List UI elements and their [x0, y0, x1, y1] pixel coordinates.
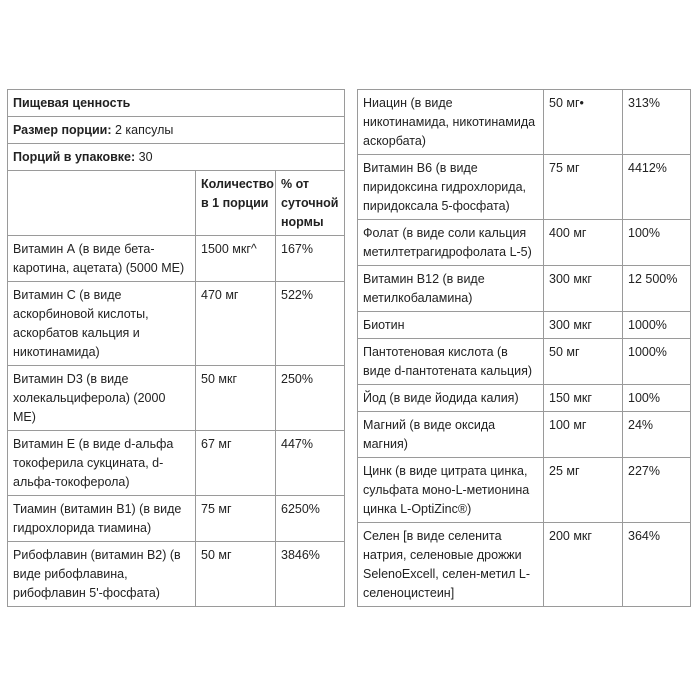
nutrient-amount: 200 мкг	[544, 523, 623, 607]
table-row	[358, 339, 691, 385]
table-row	[358, 155, 691, 220]
nutrient-amount: 25 мг	[544, 458, 623, 523]
column-header-row	[8, 171, 345, 236]
servings-row	[8, 144, 345, 171]
nutrient-amount: 1500 мкг^	[196, 236, 276, 282]
nutrient-percent: 250%	[276, 366, 345, 431]
title-row	[8, 90, 345, 117]
nutrient-amount: 100 мг	[544, 412, 623, 458]
nutrient-percent: 1000%	[623, 312, 691, 339]
table-row	[8, 282, 345, 366]
nutrient-amount: 75 мг	[196, 496, 276, 542]
nutrient-percent: 227%	[623, 458, 691, 523]
nutrient-amount: 75 мг	[544, 155, 623, 220]
nutrient-percent: 1000%	[623, 339, 691, 385]
amount-column-header: Количество в 1 порции	[196, 171, 276, 236]
nutrient-name: Фолат (в виде соли кальция метилтетрагидрофолата L-5)	[358, 220, 544, 266]
nutrient-amount: 470 мг	[196, 282, 276, 366]
nutrient-name: Витамин А (в виде бета-каротина, ацетата) (5000 МЕ)	[8, 236, 196, 282]
table-row	[358, 385, 691, 412]
nutrient-name: Цинк (в виде цитрата цинка, сульфата моно-L-метионина цинка L-OptiZinc®)	[358, 458, 544, 523]
nutrient-name: Биотин	[358, 312, 544, 339]
nutrient-percent: 12 500%	[623, 266, 691, 312]
nutrient-amount: 50 мкг	[196, 366, 276, 431]
serving-size-cell	[8, 117, 345, 144]
serving-size-label: Размер порции:	[13, 123, 112, 137]
nutrient-amount: 50 мг•	[544, 90, 623, 155]
nutrient-name: Рибофлавин (витамин В2) (в виде рибофлавина, рибофлавин 5'-фосфата)	[8, 542, 196, 607]
nutrient-percent: 6250%	[276, 496, 345, 542]
servings-value: 30	[135, 150, 153, 164]
nutrient-name: Ниацин (в виде никотинамида, никотинамида аскорбата)	[358, 90, 544, 155]
nutrient-percent: 522%	[276, 282, 345, 366]
nutrient-name: Селен [в виде селенита натрия, селеновые дрожжи SelenoExcell, селен-метил L-селеноцистеин]	[358, 523, 544, 607]
table-row	[358, 458, 691, 523]
nutrient-name: Витамин В6 (в виде пиридоксина гидрохлорида, пиридоксала 5-фосфата)	[358, 155, 544, 220]
table-row	[358, 90, 691, 155]
table-row	[8, 542, 345, 607]
table-row	[8, 236, 345, 282]
table-row	[358, 312, 691, 339]
nutrient-percent: 167%	[276, 236, 345, 282]
nutrient-amount: 67 мг	[196, 431, 276, 496]
table-row	[358, 266, 691, 312]
table-row	[358, 412, 691, 458]
nutrient-percent: 100%	[623, 220, 691, 266]
table-row	[8, 496, 345, 542]
nutrient-amount: 300 мкг	[544, 312, 623, 339]
nutrient-name: Йод (в виде йодида калия)	[358, 385, 544, 412]
nutrient-percent: 313%	[623, 90, 691, 155]
nutrient-amount: 50 мг	[544, 339, 623, 385]
nutrient-amount: 50 мг	[196, 542, 276, 607]
nutrient-percent: 3846%	[276, 542, 345, 607]
servings-label: Порций в упаковке:	[13, 150, 136, 164]
nutrient-percent: 4412%	[623, 155, 691, 220]
table-row	[358, 523, 691, 607]
nutrient-name: Витамин D3 (в виде холекальциферола) (2000 МЕ)	[8, 366, 196, 431]
nutrient-percent: 447%	[276, 431, 345, 496]
servings-cell	[8, 144, 345, 171]
nutrient-name: Магний (в виде оксида магния)	[358, 412, 544, 458]
nutrient-name: Витамин С (в виде аскорбиновой кислоты, аскорбатов кальция и никотинамида)	[8, 282, 196, 366]
nutrient-percent: 100%	[623, 385, 691, 412]
table-row	[358, 220, 691, 266]
nutrient-percent: 364%	[623, 523, 691, 607]
nutrition-table-right	[357, 89, 691, 607]
table-row	[8, 431, 345, 496]
table-row	[8, 366, 345, 431]
nutrient-name: Тиамин (витамин B1) (в виде гидрохлорида тиамина)	[8, 496, 196, 542]
nutrient-percent: 24%	[623, 412, 691, 458]
nutrient-amount: 400 мг	[544, 220, 623, 266]
serving-size-value: 2 капсулы	[111, 123, 174, 137]
empty-header-cell	[8, 171, 196, 236]
nutrient-name: Витамин B12 (в виде метилкобаламина)	[358, 266, 544, 312]
nutrient-amount: 300 мкг	[544, 266, 623, 312]
nutrient-name: Витамин Е (в виде d-альфа токоферила сукцината, d-альфа-токоферола)	[8, 431, 196, 496]
serving-size-row	[8, 117, 345, 144]
nutrient-amount: 150 мкг	[544, 385, 623, 412]
nutrient-name: Пантотеновая кислота (в виде d-пантотената кальция)	[358, 339, 544, 385]
percent-column-header: % от суточной нормы	[276, 171, 345, 236]
nutrition-table-left	[7, 89, 345, 607]
table-title: Пищевая ценность	[8, 90, 345, 117]
